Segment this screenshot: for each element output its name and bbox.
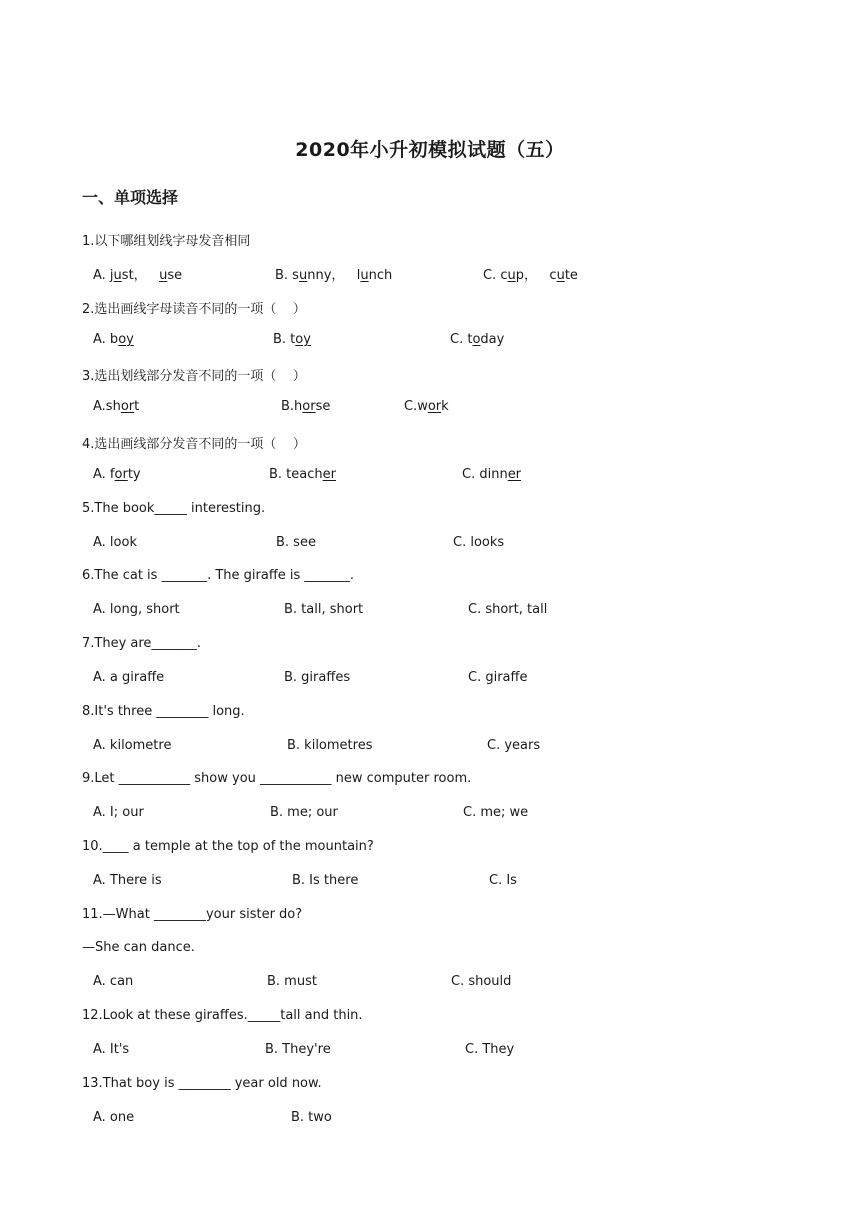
underlined-letters: or [120,399,135,414]
option-text: B. teach [269,467,323,482]
option-text: se [167,268,183,283]
answer-option [287,738,372,753]
answer-option [93,1110,134,1125]
option-text: ty [127,467,141,482]
answer-option [93,467,141,482]
underlined-letters: oy [295,332,311,347]
option-text: se [315,399,331,414]
answer-option [93,805,144,820]
question-stem: 9.Let ___________ show you ___________ new computer room. [82,771,472,786]
option-text: p， [515,268,550,283]
answer-option [270,805,338,820]
answer-option [269,467,336,482]
option-text: A. f [93,467,115,482]
answer-option [292,873,358,888]
answer-option [93,873,162,888]
question-stem: 11.—What ________your sister do? [82,907,303,922]
option-text: A.sh [93,399,121,414]
option-text: nch [368,268,393,283]
answer-option [93,738,171,753]
option-text: B. s [275,268,299,283]
underlined-letters: er [507,467,522,482]
answer-option [93,602,180,617]
answer-option [281,399,330,414]
option-text: C. giraffe [468,670,528,685]
underlined-letters: u [159,268,168,283]
option-text: A. b [93,332,119,347]
question-stem: 10.____ a temple at the top of the mountain? [82,839,374,854]
answer-option [468,670,527,685]
underlined-letters: u [113,268,122,283]
answer-option [404,399,449,414]
answer-option [273,332,311,347]
option-text: A. long, short [93,602,180,617]
option-text: A. j [93,268,114,283]
answer-option [468,602,547,617]
option-text: C. looks [453,535,505,550]
option-text: B.h [281,399,303,414]
option-text: B. two [291,1110,332,1125]
option-text: C. dinn [462,467,508,482]
option-text: C. me; we [463,805,529,820]
answer-option [267,974,317,989]
option-text: B. must [267,974,317,989]
option-text: C. short, tall [468,602,548,617]
question-stem: 7.They are_______. [82,636,202,651]
answer-option [483,264,578,283]
question-stem: 2.选出画线字母读音不同的一项（ ） [82,302,306,317]
answer-option [487,738,540,753]
answer-option [284,670,350,685]
question-stem: 8.It's three ________ long. [82,704,245,719]
option-text: B. giraffes [284,670,351,685]
answer-option [453,535,504,550]
answer-option [93,535,137,550]
underlined-letters: u [556,268,565,283]
answer-option [462,467,521,482]
question-stem: 4.选出画线部分发音不同的一项（ ） [82,437,306,452]
answer-option [93,264,182,283]
question-stem: 5.The book_____ interesting. [82,501,266,516]
question-stem: 12.Look at these giraffes._____tall and thin. [82,1008,363,1023]
option-text: B. me; our [270,805,338,820]
option-text: C. Is [489,873,517,888]
option-text: k [441,399,449,414]
section-heading: 一、单项选择 [82,188,179,207]
question-stem: 1.以下哪组划线字母发音相同 [82,234,251,249]
underlined-letters: or [427,399,442,414]
option-text: l [356,268,361,283]
answer-option [276,535,316,550]
option-text: A. It's [93,1042,130,1057]
option-text: B. tall, short [284,602,364,617]
option-text: te [564,268,578,283]
option-text: A. a giraffe [93,670,165,685]
answer-option [451,974,511,989]
underlined-letters: u [298,268,308,283]
answer-option [265,1042,331,1057]
answer-option [93,670,164,685]
question-stem: 6.The cat is _______. The giraffe is _______. [82,568,355,583]
answer-option [463,805,528,820]
option-text: B. see [276,535,316,550]
page-title: 2020年小升初模拟试题（五） [295,139,565,161]
answer-option [93,399,139,414]
underlined-letters: oy [118,332,134,347]
answer-option [93,332,134,347]
option-text: c [549,268,557,283]
option-text: C. years [487,738,541,753]
option-text: t [134,399,140,414]
option-text: C. c [483,268,508,283]
underlined-letters: u [507,268,516,283]
option-text: B. Is there [292,873,359,888]
option-text: C. They [465,1042,515,1057]
option-text: day [480,332,505,347]
underlined-letters: u [360,268,369,283]
option-text: B. kilometres [287,738,373,753]
answer-option [284,602,363,617]
underlined-letters: er [322,467,336,482]
option-text: A. There is [93,873,162,888]
option-text: A. can [93,974,134,989]
underlined-letters: or [114,467,128,482]
option-text: nny， [307,268,357,283]
answer-option [291,1110,332,1125]
answer-option [465,1042,514,1057]
question-stem-line2: —She can dance. [82,940,195,955]
option-text: C. should [451,974,512,989]
option-text: A. look [93,535,137,550]
answer-option [450,332,504,347]
question-stem: 3.选出划线部分发音不同的一项（ ） [82,369,306,384]
option-text: B. t [273,332,296,347]
answer-option [93,1042,129,1057]
option-text: C.w [404,399,428,414]
option-text: A. kilometre [93,738,172,753]
answer-option [489,873,517,888]
answer-option [93,974,133,989]
option-text: st， [121,268,160,283]
answer-option [275,264,392,283]
underlined-letters: or [302,399,316,414]
option-text: A. I; our [93,805,144,820]
option-text: C. t [450,332,473,347]
option-text: B. They're [265,1042,331,1057]
underlined-letters: o [472,332,481,347]
question-stem: 13.That boy is ________ year old now. [82,1076,322,1091]
option-text: A. one [93,1110,135,1125]
